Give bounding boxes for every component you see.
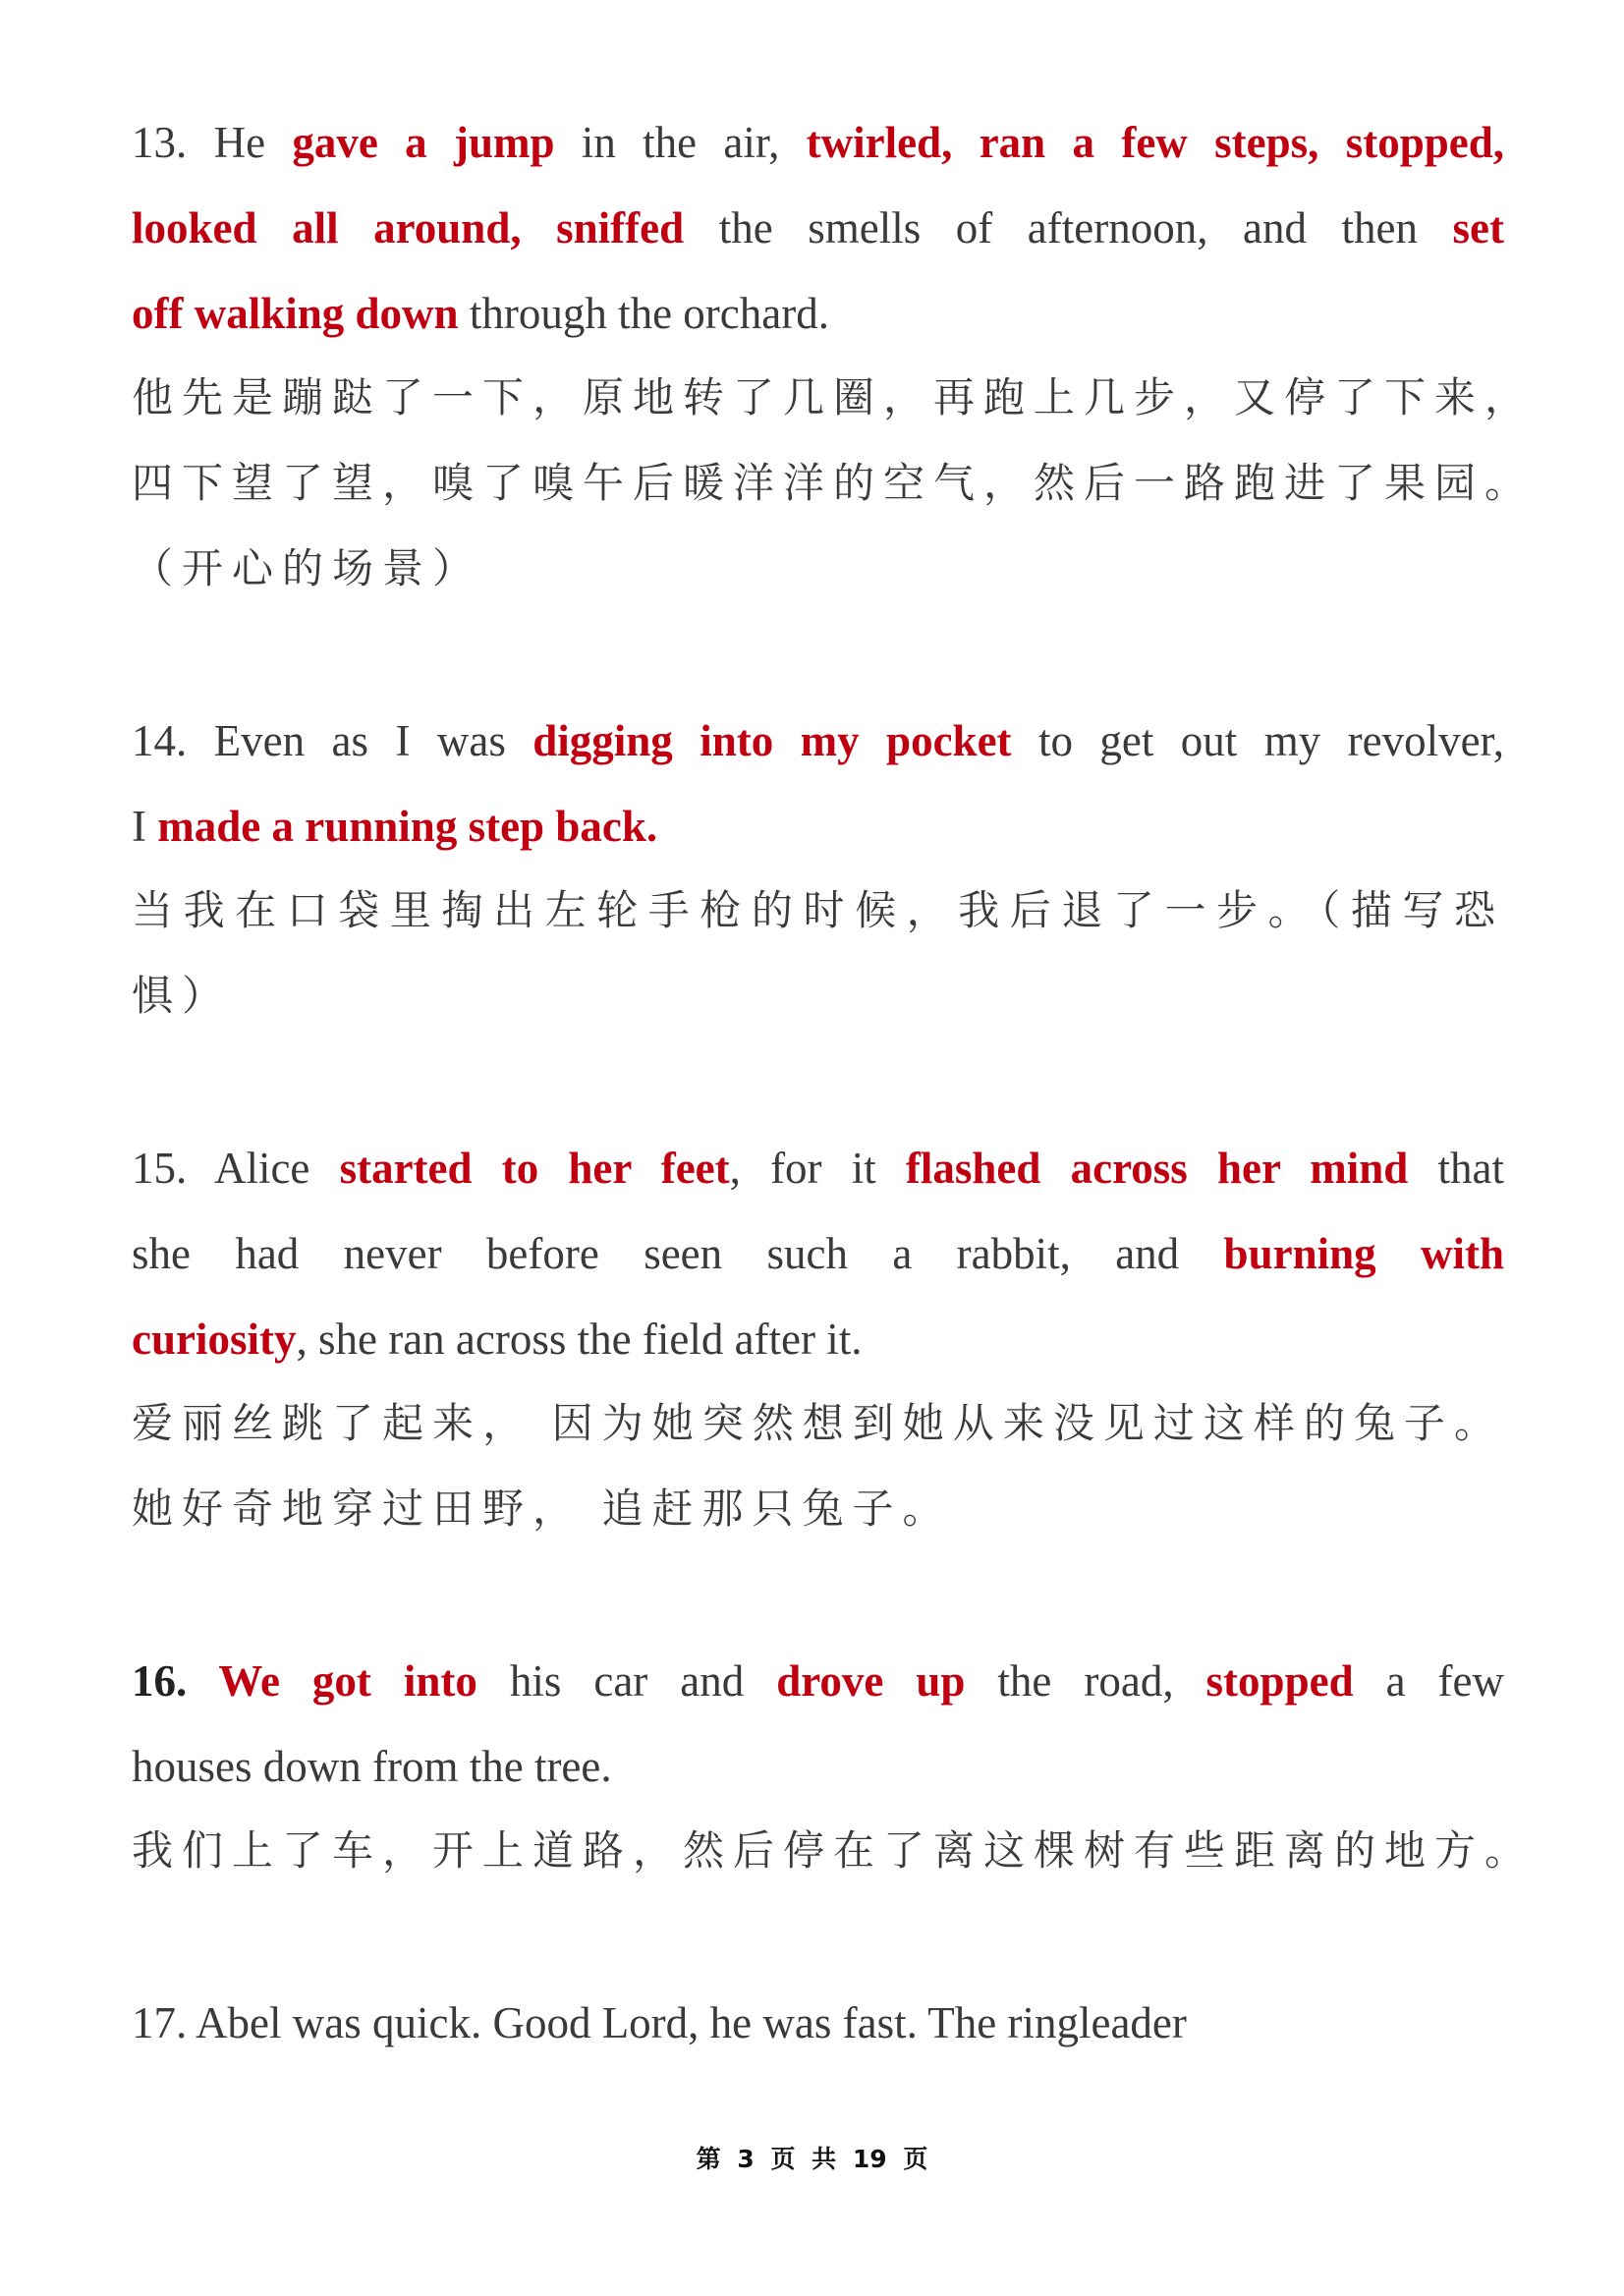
paragraph-gap (132, 1040, 1504, 1126)
highlighted-phrase: looked all around, sniffed (132, 203, 685, 252)
highlighted-phrase: curiosity (132, 1315, 297, 1364)
plain-text: through the orchard. (458, 289, 829, 338)
plain-text: houses down from the tree. (132, 1742, 612, 1791)
chinese-translation-line: 四下望了望，嗅了嗅午后暖洋洋的空气，然后一路跑进了果园。 (132, 462, 1536, 507)
plain-text: in the air, (554, 118, 807, 167)
highlighted-phrase: set (1452, 203, 1504, 252)
english-line (132, 100, 1504, 186)
english-line (132, 1211, 1504, 1297)
chinese-translation-line: 我们上了车，开上道路，然后停在了离这棵树有些距离的地方。 (132, 1829, 1536, 1875)
sentence-item (132, 100, 1536, 613)
paragraph-gap (132, 1895, 1504, 1981)
chinese-translation-line: 她好奇地穿过田野， 追赶那只兔子。 (132, 1487, 953, 1533)
sentence-item (132, 1639, 1536, 1895)
plain-text: I (132, 802, 158, 851)
plain-text: 17. Abel was quick. Good Lord, he was fast. The ringleader (132, 1998, 1187, 2047)
document-body (132, 100, 1536, 2066)
plain-text: 15. Alice (132, 1144, 340, 1193)
plain-text: the road, (965, 1656, 1206, 1706)
chinese-translation-line: 惧） (132, 975, 233, 1020)
page-number-footer: 第 3 页 共 19 页 (696, 2145, 928, 2173)
english-line (132, 1126, 1504, 1211)
plain-text: she had never before seen such a rabbit, and (132, 1229, 1224, 1278)
plain-text: , for it (729, 1144, 906, 1193)
plain-text: 13. He (132, 118, 293, 167)
english-line (132, 784, 1504, 869)
paragraph-gap (132, 613, 1504, 699)
highlighted-phrase: started to her feet (339, 1144, 730, 1193)
chinese-translation-line: 他先是蹦跶了一下，原地转了几圈，再跑上几步，又停了下来， (132, 376, 1536, 421)
chinese-translation-line: 爱丽丝跳了起来， 因为她突然想到她从来没见过这样的兔子。 (132, 1402, 1504, 1447)
highlighted-phrase: flashed across her mind (905, 1144, 1409, 1193)
english-line (132, 699, 1504, 784)
highlighted-phrase: made a running step back. (157, 802, 658, 851)
highlighted-phrase: burning with (1223, 1229, 1504, 1278)
plain-text: , she ran across the field after it. (296, 1315, 863, 1364)
plain-text: that (1408, 1144, 1504, 1193)
highlighted-phrase: stopped (1205, 1656, 1354, 1706)
plain-text: his car and (476, 1656, 777, 1706)
english-line (132, 186, 1504, 271)
sentence-item (132, 1126, 1504, 1553)
english-line (132, 271, 1504, 357)
chinese-translation-line: 当我在口袋里掏出左轮手枪的时候，我后退了一步。（描写恐 (132, 889, 1504, 934)
plain-text: the smells of afternoon, and then (684, 203, 1453, 252)
highlighted-phrase: off walking down (132, 289, 459, 338)
chinese-translation-line: （开心的场景） (132, 547, 483, 592)
sentence-item (132, 699, 1504, 1040)
english-line (132, 1724, 1504, 1810)
highlighted-phrase: gave a jump (292, 118, 555, 167)
plain-text: to get out my revolver, (1011, 716, 1504, 765)
paragraph-gap (132, 1553, 1504, 1639)
item-number: 16. (132, 1656, 219, 1706)
english-line (132, 1297, 1504, 1382)
plain-text: a few (1353, 1656, 1504, 1706)
highlighted-phrase: twirled, ran a few steps, stopped, (806, 118, 1504, 167)
english-line (132, 1981, 1504, 2066)
english-line (132, 1639, 1504, 1724)
plain-text: 14. Even as I was (132, 716, 533, 765)
sentence-item (132, 1981, 1504, 2066)
highlighted-phrase: We got into (218, 1656, 477, 1706)
highlighted-phrase: digging into my pocket (532, 716, 1012, 765)
highlighted-phrase: drove up (776, 1656, 966, 1706)
